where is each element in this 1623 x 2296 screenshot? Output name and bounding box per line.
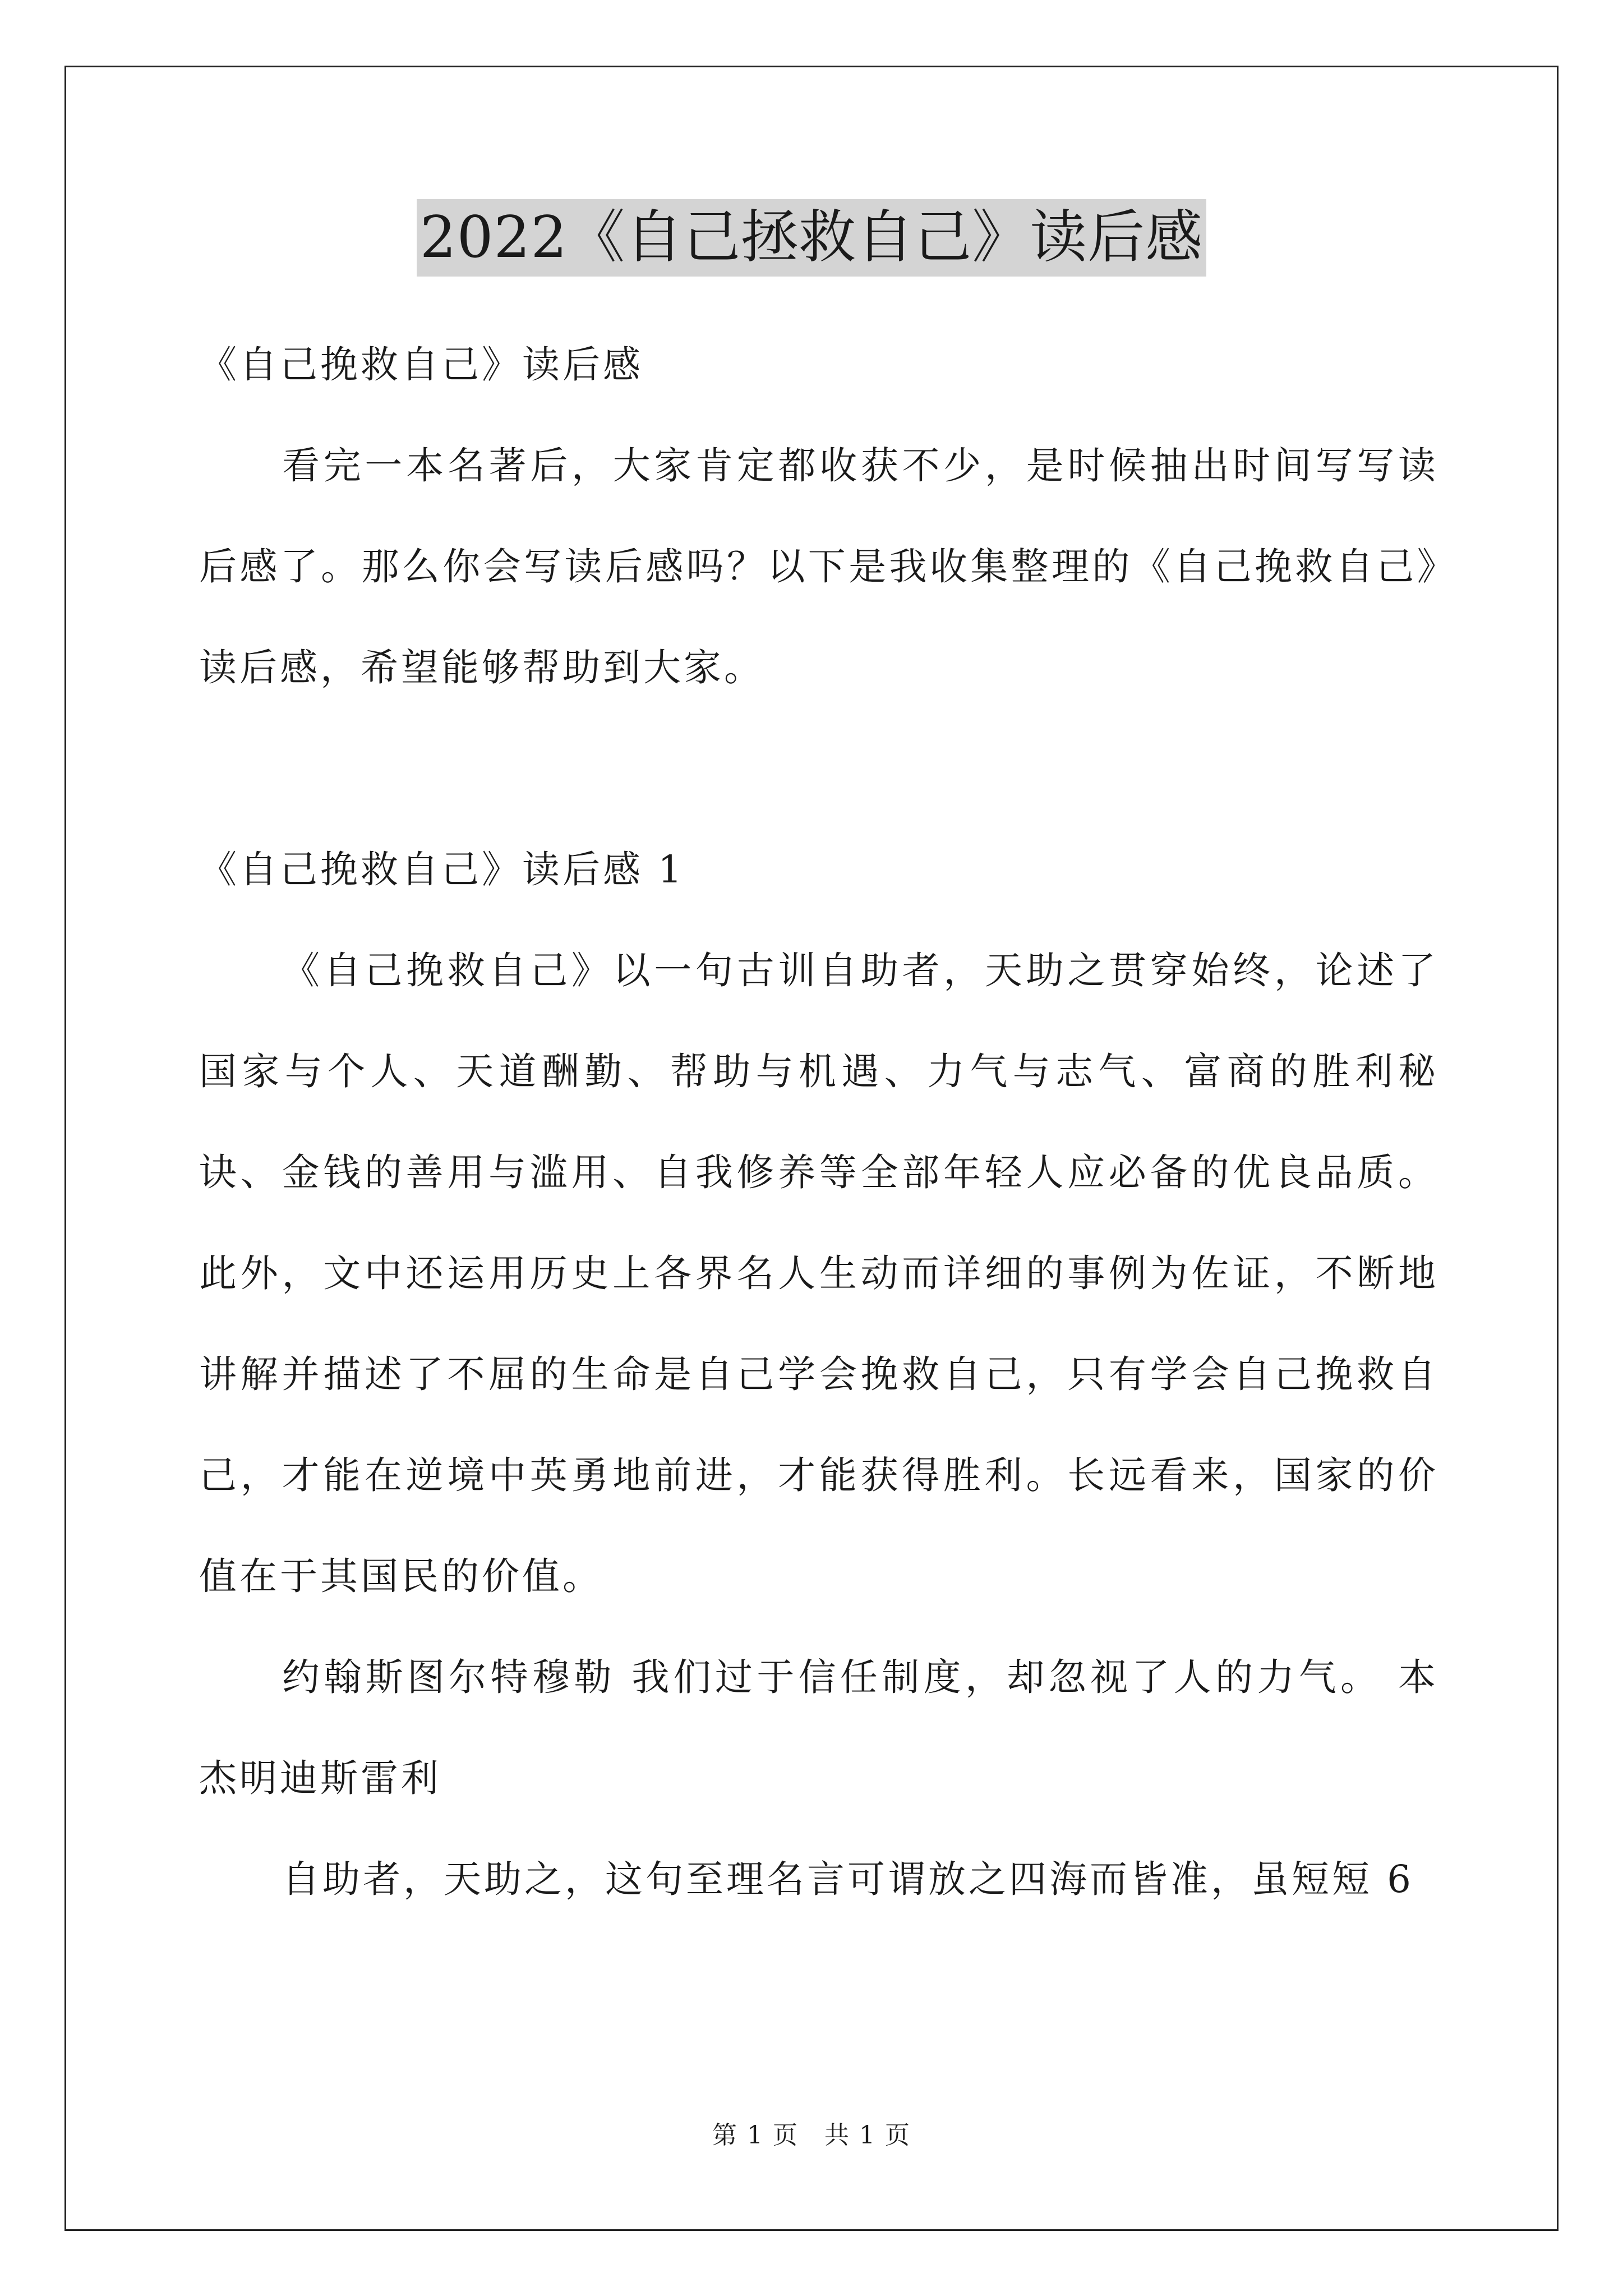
page-footer: 第 1 页 共 1 页 [712,2121,911,2150]
document-title: 2022《自己拯救自己》读后感 [417,199,1207,277]
section-gap [199,718,1438,819]
intro-paragraph: 看完一本名著后，大家肯定都收获不少，是时候抽出时间写写读后感了。那么你会写读后感吗？以下是我收集整理的《自己挽救自己》读后感，希望能够帮助到大家。 [199,444,1438,689]
intro-heading: 《自己挽救自己》读后感 [199,343,643,386]
document-body [199,314,1438,1930]
section1-paragraph-1: 《自己挽救自己》以一句古训自助者，天助之贯穿始终，论述了国家与个人、天道酬勤、帮助与机遇、力气与志气、富商的胜利秘诀、金钱的善用与滥用、自我修养等全部年轻人应必备的优良品质。此外，文中还运用历史上各界名人生动而详细的事例为佐证，不断地讲解并描述了不屈的生命是自己学会挽救自己，只有学会自己挽救自己，才能在逆境中英勇地前进，才能获得胜利。长远看来，国家的价值在于其国民的价值。 [199,949,1438,1598]
section1-paragraph-3: 自助者，天助之，这句至理名言可谓放之四海而皆准，虽短短 6 [282,1857,1414,1901]
section1-paragraph-2: 约翰斯图尔特穆勒 我们过于信任制度，却忽视了人的力气。 本杰明迪斯雷利 [199,1655,1438,1800]
title-container [0,199,1623,277]
section1-heading: 《自己挽救自己》读后感 1 [199,848,685,891]
